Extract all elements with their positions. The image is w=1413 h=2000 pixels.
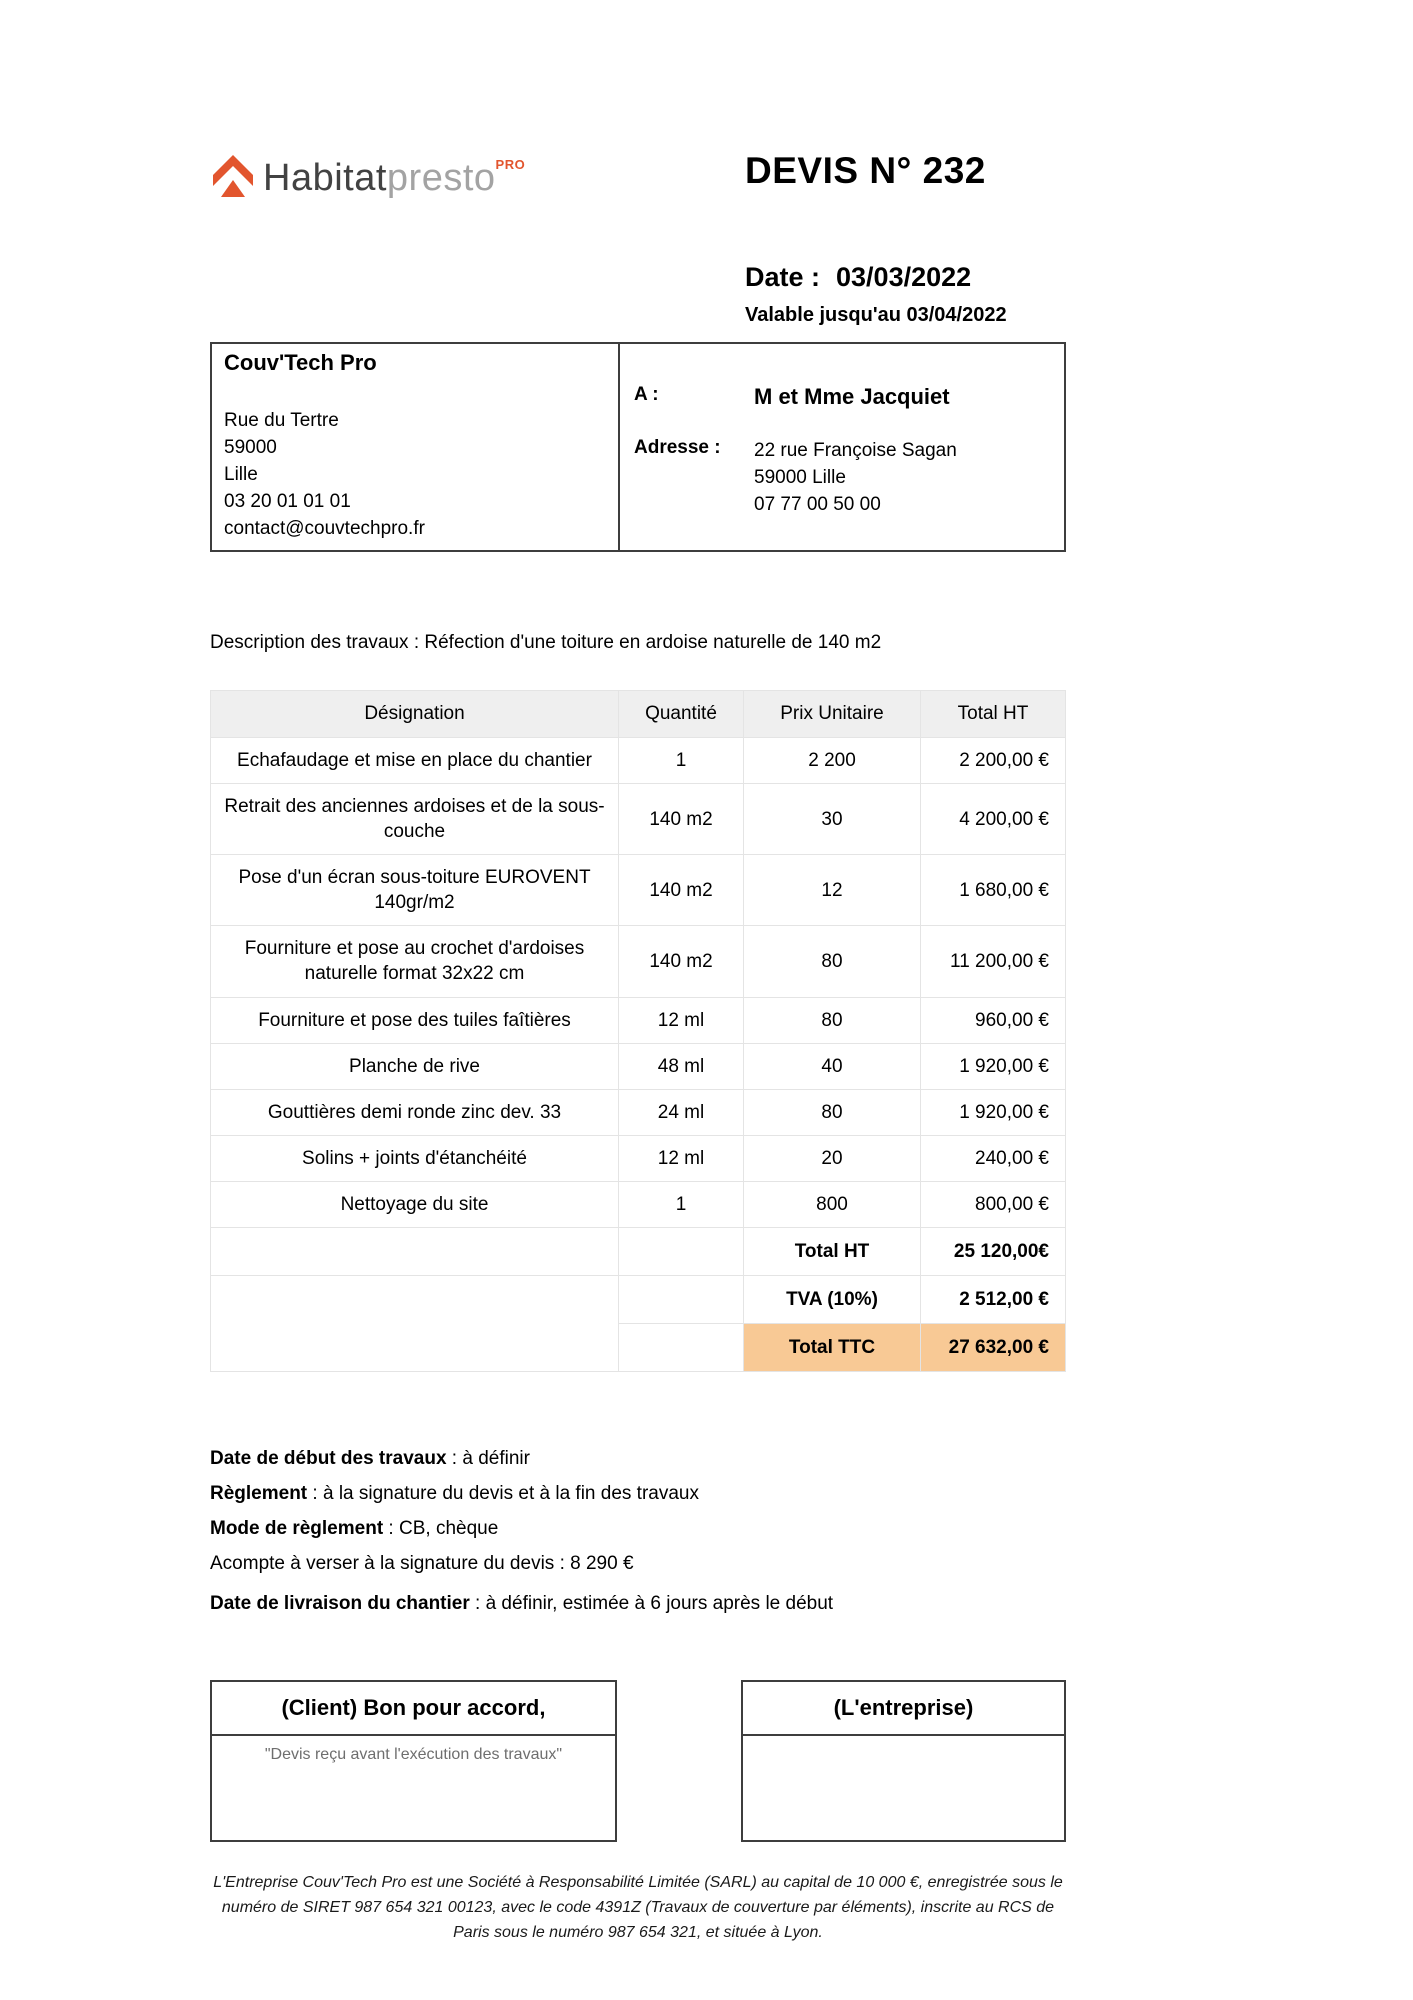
logo-wordmark (263, 154, 525, 202)
company-panel (212, 344, 620, 550)
client-address (754, 437, 957, 518)
empty-cell (211, 1227, 619, 1275)
total-ttc-value: 27 632,00 € (921, 1323, 1066, 1371)
logo-pro-badge: PRO (495, 157, 526, 172)
client-address-line: 07 77 00 50 00 (754, 494, 881, 515)
validity-line: Valable jusqu'au 03/04/2022 (745, 304, 1007, 326)
cell-total: 240,00 € (921, 1135, 1066, 1181)
cell-total: 4 200,00 € (921, 784, 1066, 855)
cell-unit-price: 20 (744, 1135, 921, 1181)
client-address-row (634, 437, 1058, 518)
table-row (211, 855, 1066, 926)
works-description: Description des travaux : Réfection d'une toiture en ardoise naturelle de 140 m2 (210, 632, 882, 653)
term-value: : à définir (446, 1447, 530, 1469)
parties-box (210, 342, 1066, 552)
header-designation: Désignation (211, 691, 619, 738)
logo-presto-text: presto (386, 157, 496, 199)
cell-designation: Solins + joints d'étanchéité (211, 1135, 619, 1181)
header-unit-price: Prix Unitaire (744, 691, 921, 738)
term-label: Date de livraison du chantier (210, 1592, 470, 1614)
company-street: Rue du Tertre (224, 410, 339, 431)
cell-quantity: 140 m2 (619, 926, 744, 997)
payment-terms (210, 1448, 1066, 1614)
cell-designation: Fourniture et pose au crochet d'ardoises naturelle format 32x22 cm (211, 926, 619, 997)
tva-label: TVA (10%) (744, 1275, 921, 1323)
habitatpresto-logo (212, 154, 525, 202)
client-to-label: A : (634, 384, 659, 405)
client-signature-title: (Client) Bon pour accord, (212, 1682, 615, 1736)
empty-cell (619, 1323, 744, 1371)
term-label: Mode de règlement (210, 1517, 384, 1539)
term-start-date (210, 1448, 1066, 1469)
term-delivery-date (210, 1593, 1066, 1614)
cell-quantity: 1 (619, 738, 744, 784)
cell-unit-price: 40 (744, 1043, 921, 1089)
term-value: : à définir, estimée à 6 jours après le début (469, 1592, 834, 1614)
cell-total: 2 200,00 € (921, 738, 1066, 784)
empty-cell (619, 1227, 744, 1275)
total-ht-label: Total HT (744, 1227, 921, 1275)
term-mode-reglement (210, 1518, 1066, 1539)
table-header-row (211, 691, 1066, 738)
date-label: Date : (745, 262, 821, 292)
term-acompte (210, 1553, 1066, 1574)
table-row (211, 997, 1066, 1043)
table-row (211, 1043, 1066, 1089)
header-row (210, 150, 1066, 208)
header-quantity: Quantité (619, 691, 744, 738)
cell-unit-price: 80 (744, 997, 921, 1043)
table-row (211, 1135, 1066, 1181)
client-signature-note: "Devis reçu avant l'exécution des travaux" (264, 1745, 563, 1763)
cell-quantity: 1 (619, 1181, 744, 1227)
document-content (210, 0, 1066, 1945)
date-value: 03/03/2022 (836, 262, 972, 292)
cell-total: 1 680,00 € (921, 855, 1066, 926)
cell-designation: Retrait des anciennes ardoises et de la sous-couche (211, 784, 619, 855)
client-name-row (634, 384, 1058, 410)
client-signature-area (212, 1736, 615, 1840)
cell-total: 960,00 € (921, 997, 1066, 1043)
cell-unit-price: 12 (744, 855, 921, 926)
tva-value: 2 512,00 € (921, 1275, 1066, 1323)
table-row (211, 1181, 1066, 1227)
legal-footer: L'Entreprise Couv'Tech Pro est une Société à Responsabilité Limitée (SARL) au capital de 10 000 €, enregistrée sous le numéro de SIRET 987 654 321 00123, avec le code 4391Z (Travaux de couverture par éléments), inscrite au RCS de Paris sous le numéro 987 654 321, et située à Lyon. (213, 1873, 1063, 1941)
term-value: : CB, chèque (383, 1517, 499, 1539)
client-signature-box (210, 1680, 617, 1842)
term-label: Date de début des travaux (210, 1447, 447, 1469)
term-label: Règlement (210, 1482, 308, 1504)
table-row (211, 784, 1066, 855)
house-arrow-icon (212, 154, 254, 202)
cell-unit-price: 2 200 (744, 738, 921, 784)
cell-total: 1 920,00 € (921, 1089, 1066, 1135)
cell-quantity: 48 ml (619, 1043, 744, 1089)
client-name: M et Mme Jacquiet (754, 384, 950, 409)
document-title: DEVIS N° 232 (745, 150, 986, 191)
client-address-line: 22 rue Françoise Sagan (754, 440, 957, 461)
cell-quantity: 12 ml (619, 997, 744, 1043)
cell-unit-price: 80 (744, 1089, 921, 1135)
table-row (211, 738, 1066, 784)
empty-cell (619, 1275, 744, 1323)
date-line (745, 262, 1066, 293)
cell-designation: Fourniture et pose des tuiles faîtières (211, 997, 619, 1043)
company-email: contact@couvtechpro.fr (224, 518, 425, 539)
client-address-line: 59000 Lille (754, 467, 846, 488)
cell-designation: Nettoyage du site (211, 1181, 619, 1227)
company-signature-area (743, 1736, 1064, 1840)
items-table (210, 690, 1066, 1372)
cell-designation: Echafaudage et mise en place du chantier (211, 738, 619, 784)
cell-quantity: 24 ml (619, 1089, 744, 1135)
cell-designation: Planche de rive (211, 1043, 619, 1089)
cell-unit-price: 800 (744, 1181, 921, 1227)
cell-total: 800,00 € (921, 1181, 1066, 1227)
total-ht-row (211, 1227, 1066, 1275)
company-signature-title: (L'entreprise) (743, 1682, 1064, 1736)
signature-section (210, 1680, 1066, 1842)
cell-quantity: 140 m2 (619, 784, 744, 855)
date-block (745, 262, 1066, 327)
total-ttc-label: Total TTC (744, 1323, 921, 1371)
cell-total: 1 920,00 € (921, 1043, 1066, 1089)
company-name: Couv'Tech Pro (224, 350, 377, 375)
cell-quantity: 12 ml (619, 1135, 744, 1181)
logo-habitat-text: Habitat (263, 157, 387, 199)
company-signature-box (741, 1680, 1066, 1842)
client-address-label: Adresse : (634, 437, 721, 458)
cell-quantity: 140 m2 (619, 855, 744, 926)
client-panel (620, 344, 1064, 550)
cell-unit-price: 30 (744, 784, 921, 855)
company-phone: 03 20 01 01 01 (224, 491, 351, 512)
cell-total: 11 200,00 € (921, 926, 1066, 997)
table-row (211, 926, 1066, 997)
cell-designation: Gouttières demi ronde zinc dev. 33 (211, 1089, 619, 1135)
term-value: Acompte à verser à la signature du devis : 8 290 € (210, 1552, 634, 1574)
term-value: : à la signature du devis et à la fin des travaux (307, 1482, 699, 1504)
total-ht-value: 25 120,00€ (921, 1227, 1066, 1275)
cell-designation: Pose d'un écran sous-toiture EUROVENT 140gr/m2 (211, 855, 619, 926)
company-city: Lille (224, 464, 258, 485)
cell-unit-price: 80 (744, 926, 921, 997)
tva-row (211, 1275, 1066, 1323)
term-reglement (210, 1483, 1066, 1504)
header-total-ht: Total HT (921, 691, 1066, 738)
company-zip: 59000 (224, 437, 277, 458)
table-row (211, 1089, 1066, 1135)
empty-cell (211, 1275, 619, 1371)
